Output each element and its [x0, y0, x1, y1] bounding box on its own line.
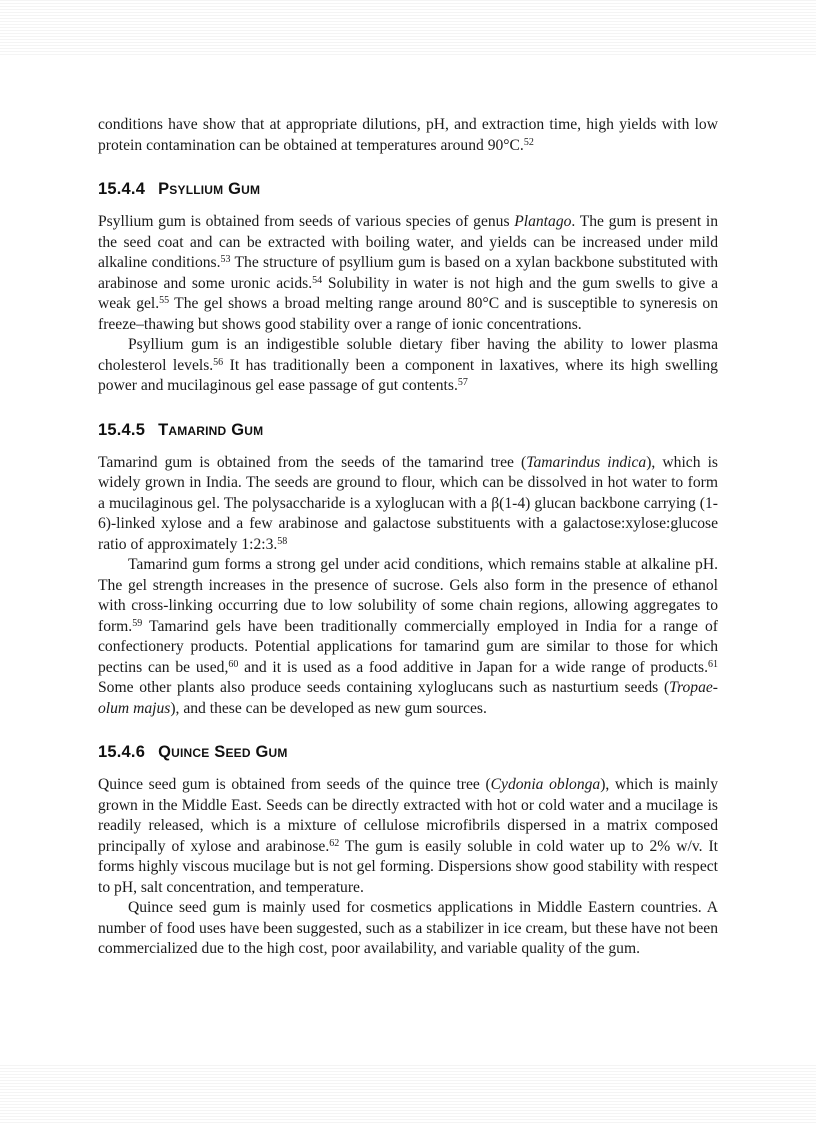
citation-ref: 61	[708, 658, 718, 670]
section-number: 15.4.4	[98, 180, 146, 198]
citation-ref: 52	[523, 136, 534, 148]
citation-ref: 60	[228, 658, 239, 670]
section-title: Quince Seed Gum	[158, 743, 288, 761]
paragraph: Tamarind gum is obtained from the seeds of the tamarind tree (Tamarindus indica), which is widely grown in India. The seeds are ground to flour, which can be dissolved in hot water to form a mucilaginous gel. The polysaccharide is a xyloglucan with a β(1-4) glucan backbone carrying (1-6)-linked xylose and a few arabinose and galactose substituents with a galactose:xylose:glucose ratio of approximately 1:2:3.58	[98, 453, 718, 553]
section-heading-tamarind-gum	[98, 419, 718, 441]
citation-ref: 62	[329, 837, 340, 849]
section-heading-quince-seed-gum	[98, 741, 718, 763]
body-text	[98, 115, 718, 960]
citation-ref: 58	[277, 535, 288, 547]
citation-ref: 59	[132, 617, 143, 629]
citation-ref: 54	[312, 274, 323, 286]
scan-margin-bottom	[0, 1063, 816, 1123]
section-number: 15.4.5	[98, 420, 146, 439]
section-number: 15.4.6	[98, 743, 146, 761]
citation-ref: 55	[159, 295, 170, 306]
paragraph: Tamarind gum forms a strong gel under acid conditions, which remains stable at alkaline pH. The gel strength increases in the presence of sucrose. Gels also form in the presence of ethanol with cross-linking occurring due to low solubility of some chain regions, allowing aggregates to form.$^{59}$ Tamarind gels have been traditionally commercially employed in India for a range of confectionery products. Potential applications for tamarind gum are similar to those for which pectins can be used,$^{60}$ and it is used as a food additive in Japan for a wide range of products.$^{61}$ Some other plants also produce seeds containing xyloglucans such as nasturtium seeds (Tropaeolum majus), and these can be developed as new gum sources.	[98, 556, 718, 717]
citation-ref: 53	[220, 254, 231, 265]
scan-margin-top	[0, 0, 816, 55]
citation-ref: 56	[213, 356, 224, 368]
citation-ref: 57	[457, 377, 468, 388]
paragraph: Psyllium gum is an indigestible soluble dietary fiber having the ability to lower plasma cholesterol levels.$^{56}$ It has traditionally been a component in laxatives, where its high swelling power and mucilaginous gel ease passage of gut contents.$^{57}$	[98, 336, 718, 394]
section-title: Tamarind Gum	[158, 420, 264, 439]
intro-paragraph: conditions have show that at appropriate dilutions, pH, and extraction time, high yields with low protein contamination can be obtained at temperatures around 90°C.$^{52}$	[98, 116, 718, 154]
section-heading-psyllium-gum	[98, 178, 718, 200]
paragraph: Quince seed gum is obtained from seeds of the quince tree (Cydonia oblonga), which is mainly grown in the Middle East. Seeds can be directly extracted with hot or cold water and a mucilage is readily released, which is a mixture of cellulose microfibrils dispersed in a matrix composed principally of xylose and arabinose.$^{62}$ The gum is easily soluble in cold water up to 2% w/v. It forms highly viscous mucilage but is not gel forming. Dispersions show good stability with respect to pH, salt concentration, and temperature.	[98, 776, 718, 896]
paragraph: Quince seed gum is mainly used for cosmetics applications in Middle Eastern countries. A number of food uses have been suggested, such as a stabilizer in ice cream, but these have not been commercialized due to the high cost, poor availability, and variable quality of the gum.	[98, 899, 718, 957]
paragraph: Psyllium gum is obtained from seeds of various species of genus Plantago. The gum is present in the seed coat and can be extracted with boiling water, and yields can be increased under mild alkaline conditions.$^{53}$ The structure of psyllium gum is based on a xylan backbone substituted with arabinose and some uronic acids.$^{54}$ Solubility in water is not high and the gum swells to give a weak gel.$^{55}$ The gel shows a broad melting range around 80°C and is susceptible to syneresis on freeze–thawing but shows good stability over a range of ionic concentrations.	[98, 213, 719, 333]
section-title: Psyllium Gum	[158, 180, 261, 198]
